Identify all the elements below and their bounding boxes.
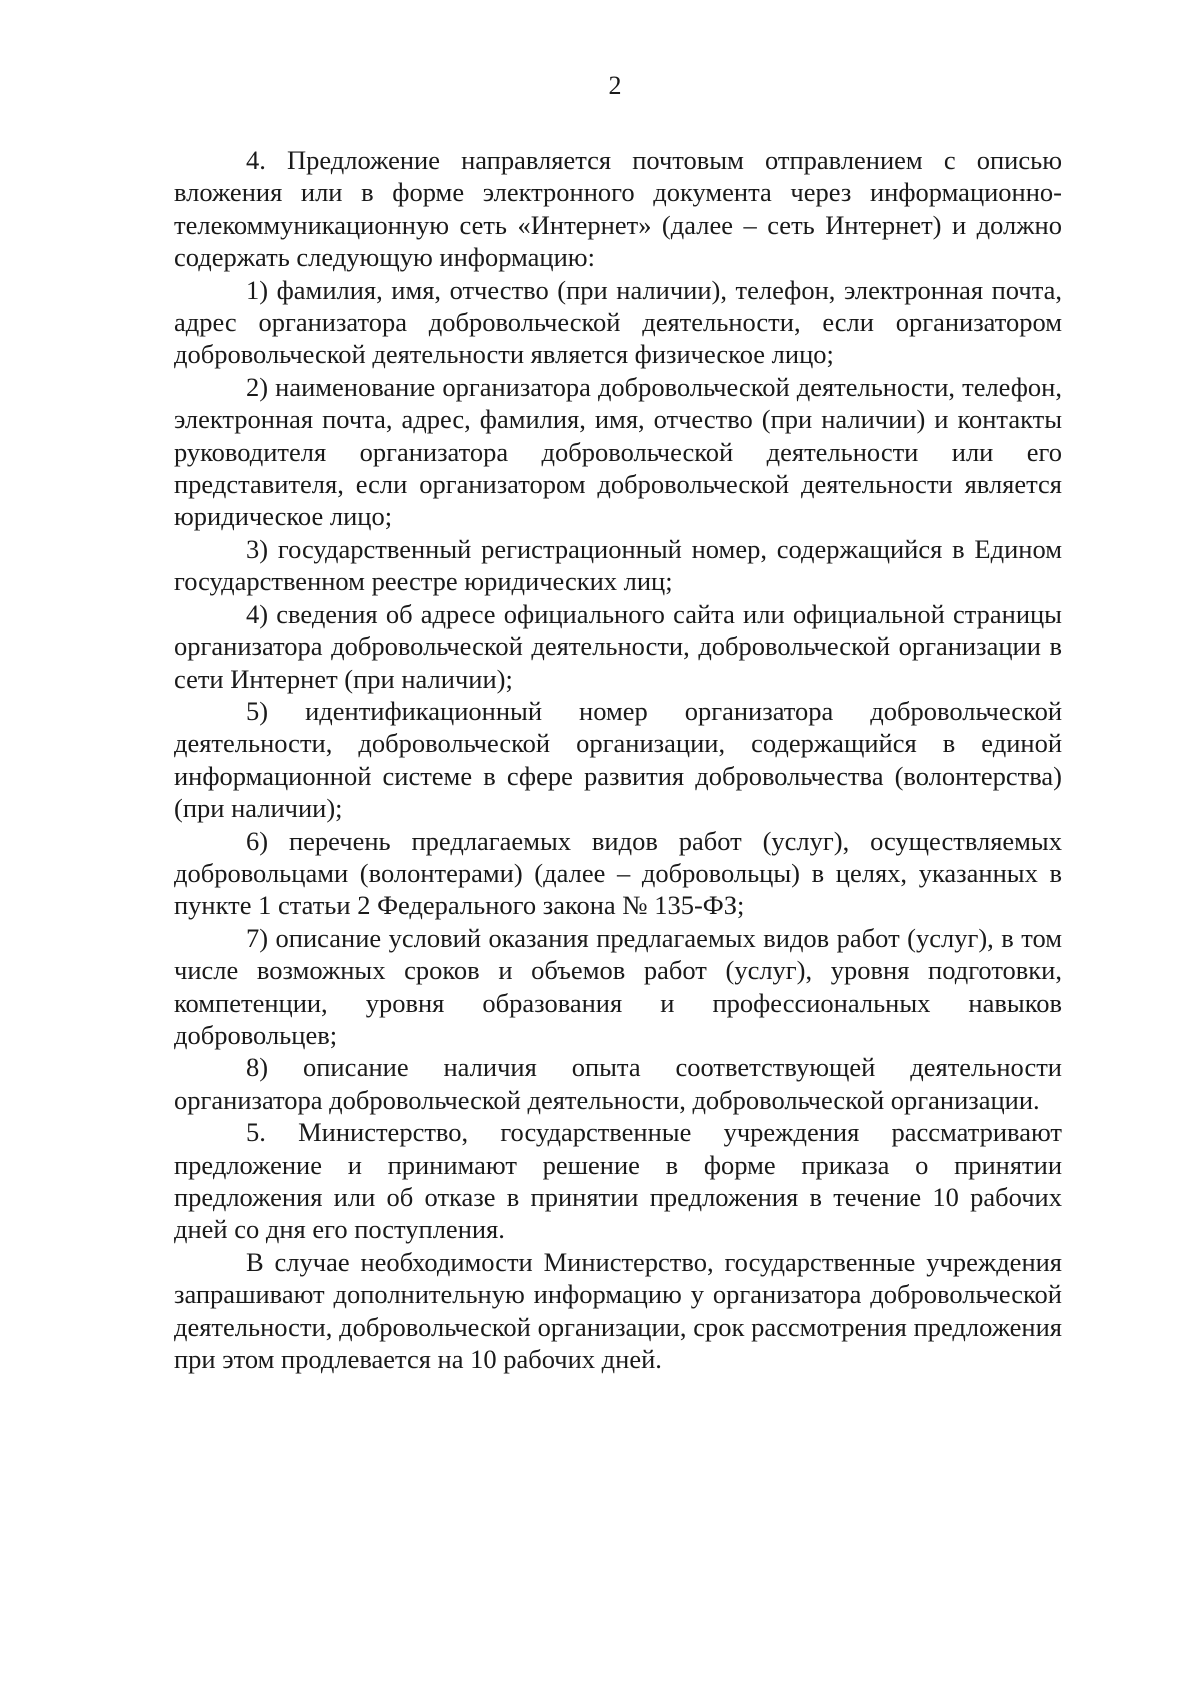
paragraph-4-proposal: 4. Предложение направляется почтовым отправлением с описью вложения или в форме электронного документа через информационно-телекоммуникационную сеть «Интернет» (далее – сеть Интернет) и должно содержать следующую информацию: [174,145,1062,273]
paragraph-5-ministry: 5. Министерство, государственные учреждения рассматривают предложение и принимают решение в форме приказа о принятии предложения или об отказе в принятии предложения в течение 10 рабочих дней со дня его поступления. [174,1117,1062,1245]
document-body [174,144,1062,1375]
list-item-2: 2) наименование организатора добровольческой деятельности, телефон, электронная почта, адрес, фамилия, имя, отчество (при наличии) и контакты руководителя организатора добровольческой деятельности или его представителя, если организатором добровольческой деятельности является юридическое лицо; [174,371,1062,532]
list-item-3: 3) государственный регистрационный номер, содержащийся в Едином государственном реестре юридических лиц; [174,533,1062,597]
list-item-7: 7) описание условий оказания предлагаемых видов работ (услуг), в том числе возможных сроков и объемов работ (услуг), уровня подготовки, компетенции, уровня образования и профессиональных навыков добровольцев; [174,922,1062,1050]
list-item-1: 1) фамилия, имя, отчество (при наличии), телефон, электронная почта, адрес организатора добровольческой деятельности, если организатором добровольческой деятельности является физическое лицо; [174,274,1062,370]
page-number: 2 [608,71,622,100]
list-item-4: 4) сведения об адресе официального сайта или официальной страницы организатора добровольческой деятельности, добровольческой организации в сети Интернет (при наличии); [174,598,1062,694]
paragraph-additional-info: В случае необходимости Министерство, государственные учреждения запрашивают дополнительную информацию у организатора добровольческой деятельности, добровольческой организации, срок рассмотрения предложения при этом продлевается на 10 рабочих дней. [174,1246,1062,1375]
list-item-5: 5) идентификационный номер организатора добровольческой деятельности, добровольческой организации, содержащийся в единой информационной системе в сфере развития добровольчества (волонтерства) (при наличии); [174,695,1062,824]
list-item-8: 8) описание наличия опыта соответствующей деятельности организатора добровольческой деятельности, добровольческой организации. [174,1052,1062,1115]
list-item-6: 6) перечень предлагаемых видов работ (услуг), осуществляемых добровольцами (волонтерами) (далее – добровольцы) в целях, указанных в пункте 1 статьи 2 Федерального закона № 135-ФЗ; [174,825,1062,921]
